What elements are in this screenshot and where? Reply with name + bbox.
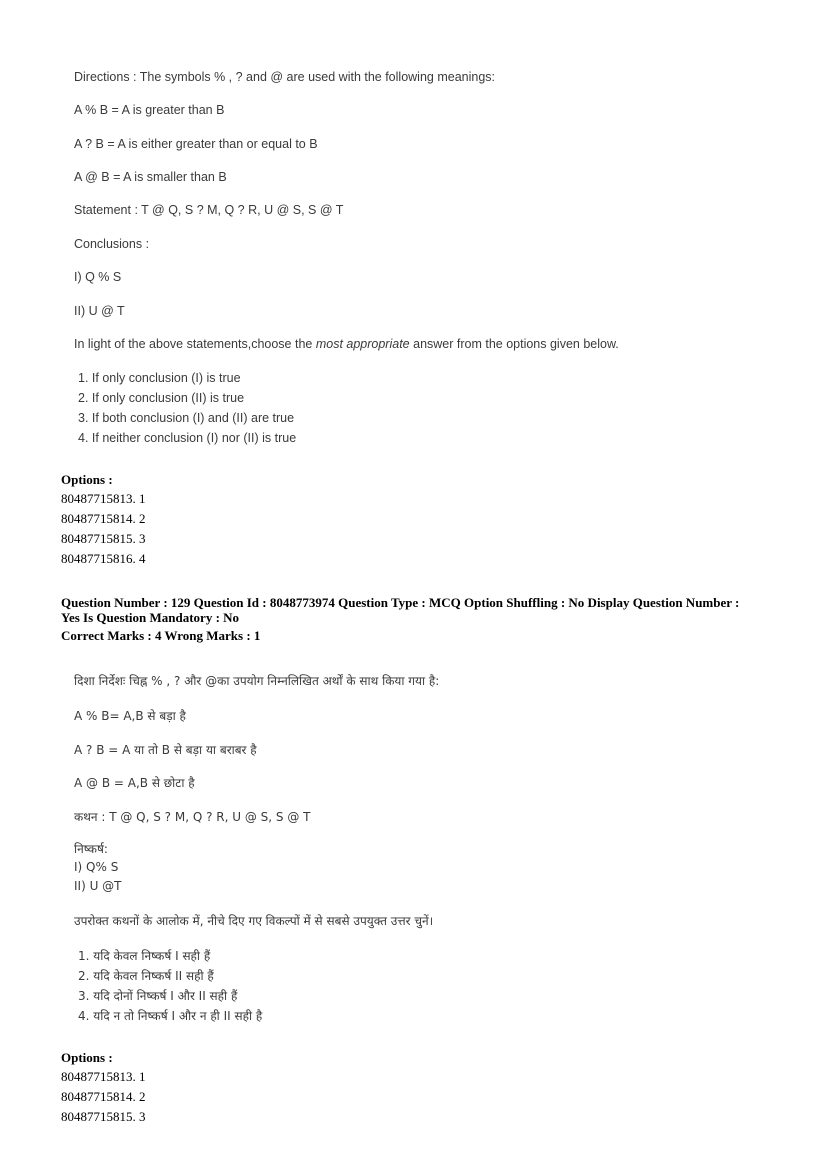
definition-smaller: A @ B = A is smaller than B: [74, 170, 227, 184]
conclusions-label: Conclusions :: [74, 237, 150, 251]
answer-choice-1: 1. If only conclusion (I) is true: [78, 371, 241, 385]
conclusion-1-hindi: I) Q% S: [74, 860, 119, 874]
definition-greater-hindi: A % B= A,B से बड़ा है: [74, 709, 186, 723]
definition-smaller-hindi: A @ B = A,B से छोटा है: [74, 776, 195, 790]
question-header-line1: Question Number : 129 Question Id : 8048773974 Question Type : MCQ Option Shuffling : No Display Question Number :: [61, 595, 740, 610]
answer-choice-4: 4. If neither conclusion (I) nor (II) is true: [78, 431, 297, 445]
question-header-line2: Yes Is Question Mandatory : No: [61, 610, 240, 625]
option-3-q2: 80487715815. 3: [61, 1109, 146, 1124]
statement-text-hindi: कथन : T @ Q, S ? M, Q ? R, U @ S, S @ T: [74, 810, 311, 824]
instruction-emphasis: most appropriate: [315, 337, 410, 351]
directions-text: Directions : The symbols % , ? and @ are used with the following meanings:: [74, 70, 495, 84]
definition-greater-equal: A ? B = A is either greater than or equal to B: [74, 137, 318, 151]
options-label-2: Options :: [61, 1050, 113, 1065]
answer-choice-1-hindi: 1. यदि केवल निष्कर्ष I सही हैं: [78, 949, 211, 963]
directions-text-hindi: दिशा निर्देशः चिह्न % , ? और @का उपयोग निम्नलिखित अर्थों के साथ किया गया है:: [74, 674, 440, 688]
option-1-q2: 80487715813. 1: [61, 1069, 146, 1084]
definition-greater-equal-hindi: A ? B = A या तो B से बड़ा या बराबर है: [74, 743, 257, 757]
answer-choice-2: 2. If only conclusion (II) is true: [78, 391, 245, 405]
option-4: 80487715816. 4: [61, 551, 146, 566]
answer-choice-3: 3. If both conclusion (I) and (II) are true: [78, 411, 295, 425]
answer-choice-3-hindi: 3. यदि दोनों निष्कर्ष I और II सही हैं: [78, 989, 238, 1003]
option-1: 80487715813. 1: [61, 491, 146, 506]
conclusions-label-hindi: निष्कर्ष:: [74, 842, 108, 856]
answer-choice-4-hindi: 4. यदि न तो निष्कर्ष I और न ही II सही है: [78, 1009, 263, 1023]
option-3: 80487715815. 3: [61, 531, 146, 546]
answer-choice-2-hindi: 2. यदि केवल निष्कर्ष II सही हैं: [78, 969, 214, 983]
statement-text: Statement : T @ Q, S ? M, Q ? R, U @ S, S @ T: [74, 203, 344, 217]
conclusion-1: I) Q % S: [74, 270, 122, 284]
instruction-text-hindi: उपरोक्त कथनों के आलोक में, नीचे दिए गए विकल्पों में से सबसे उपयुक्त उत्तर चुनें।: [74, 914, 434, 928]
definition-greater: A % B = A is greater than B: [74, 103, 225, 117]
conclusion-2-hindi: II) U @T: [74, 879, 122, 893]
instruction-pre: In light of the above statements,choose the: [74, 337, 316, 351]
instruction-text: [74, 337, 619, 351]
instruction-post: answer from the options given below.: [409, 337, 619, 351]
option-2-q2: 80487715814. 2: [61, 1089, 146, 1104]
options-label: Options :: [61, 472, 113, 487]
question-marks: Correct Marks : 4 Wrong Marks : 1: [61, 628, 261, 643]
conclusion-2: II) U @ T: [74, 304, 125, 318]
option-2: 80487715814. 2: [61, 511, 146, 526]
